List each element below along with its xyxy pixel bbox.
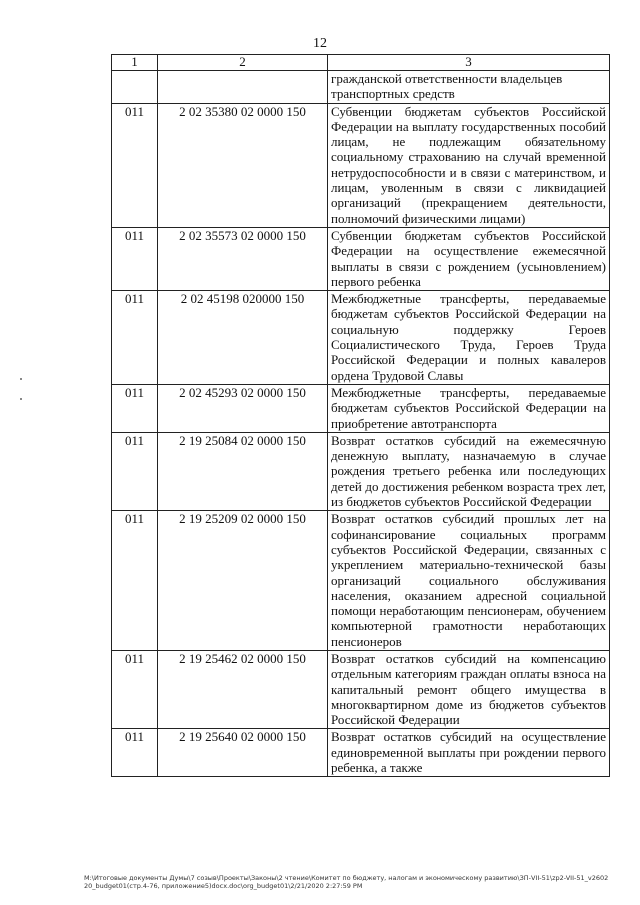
column-header-2: 2 (158, 55, 328, 71)
admin-code-cell: 011 (112, 729, 158, 777)
description-cell: Субвенции бюджетам субъектов Российской Федерации на осуществление ежемесячной выплаты в связи с рождением (усыновлением) первого ребенка (328, 227, 610, 290)
admin-code-cell: 011 (112, 432, 158, 510)
budget-code-cell: 2 19 25209 02 0000 150 (158, 511, 328, 651)
description-cell: Межбюджетные трансферты, передаваемые бюджетам субъектов Российской Федерации на приобретение автотранспорта (328, 384, 610, 432)
description-cell: Возврат остатков субсидий прошлых лет на софинансирование социальных программ субъектов Российской Федерации, связанных с укреплением материально-технической базы организаций социального обслуживания населения, оказанием адресной социальной помощи неработающим пенсионерам, обучением компьютерной грамотности неработающих пенсионеров (328, 511, 610, 651)
description-cell: Субвенции бюджетам субъектов Российской Федерации на выплату государственных пособий лицам, не подлежащим обязательному социальному страхованию на случай временной нетрудоспособности и в связи с материнством, и лицам, уволенным в связи с ликвидацией организаций (прекращением деятельности, полномочий физическими лицами) (328, 103, 610, 227)
description-cell: Возврат остатков субсидий на ежемесячную денежную выплату, назначаемую в случае рождения третьего ребенка или последующих детей до достижения ребенком возраста трех лет, из бюджетов субъектов Российской Федерации (328, 432, 610, 510)
table-row (112, 650, 610, 728)
revenue-codes-table (111, 54, 610, 777)
budget-code-cell: 2 02 45293 02 0000 150 (158, 384, 328, 432)
budget-code-cell: 2 02 35573 02 0000 150 (158, 227, 328, 290)
page-number: 12 (313, 36, 327, 51)
description-cell: гражданской ответственности владельцев транспортных средств (328, 71, 610, 104)
scan-speck (20, 398, 22, 400)
table-row (112, 291, 610, 385)
table-row (112, 227, 610, 290)
table-row (112, 511, 610, 651)
column-header-3: 3 (328, 55, 610, 71)
scan-speck (20, 378, 22, 380)
admin-code-cell: 011 (112, 291, 158, 385)
table-row (112, 384, 610, 432)
column-header-1: 1 (112, 55, 158, 71)
description-cell: Возврат остатков субсидий на компенсацию отдельным категориям граждан оплаты взноса на капитальный ремонт общего имущества в многоквартирном доме из бюджетов субъектов Российской Федерации (328, 650, 610, 728)
admin-code-cell: 011 (112, 384, 158, 432)
admin-code-cell: 011 (112, 103, 158, 227)
admin-code-cell: 011 (112, 511, 158, 651)
admin-code-cell: 011 (112, 650, 158, 728)
table-row (112, 432, 610, 510)
budget-code-cell: 2 02 45198 020000 150 (158, 291, 328, 385)
budget-code-cell: 2 02 35380 02 0000 150 (158, 103, 328, 227)
budget-code-cell: 2 19 25462 02 0000 150 (158, 650, 328, 728)
budget-code-cell: 2 19 25084 02 0000 150 (158, 432, 328, 510)
budget-code-cell: 2 19 25640 02 0000 150 (158, 729, 328, 777)
file-path-footer: M:\Итоговые документы Думы\7 созыв\Проекты\Законы\2 чтение\Комитет по бюджету, налогам и экономическому развитию\ЗП-VII-51\zp2-VII-51_v260220_budget01(стр.4-76, приложение5)docx.doc\org_budget01\2/21/2020 2:27:59 PM (84, 874, 609, 890)
table-header-row (112, 55, 610, 71)
description-cell: Межбюджетные трансферты, передаваемые бюджетам субъектов Российской Федерации на социальную поддержку Героев Социалистического Труда, Героев Труда Российской Федерации и полных кавалеров ордена Трудовой Славы (328, 291, 610, 385)
description-cell: Возврат остатков субсидий на осуществление единовременной выплаты при рождении первого ребенка, а также (328, 729, 610, 777)
table-row (112, 103, 610, 227)
budget-code-cell (158, 71, 328, 104)
table-row (112, 729, 610, 777)
admin-code-cell: 011 (112, 227, 158, 290)
admin-code-cell (112, 71, 158, 104)
table-row (112, 71, 610, 104)
